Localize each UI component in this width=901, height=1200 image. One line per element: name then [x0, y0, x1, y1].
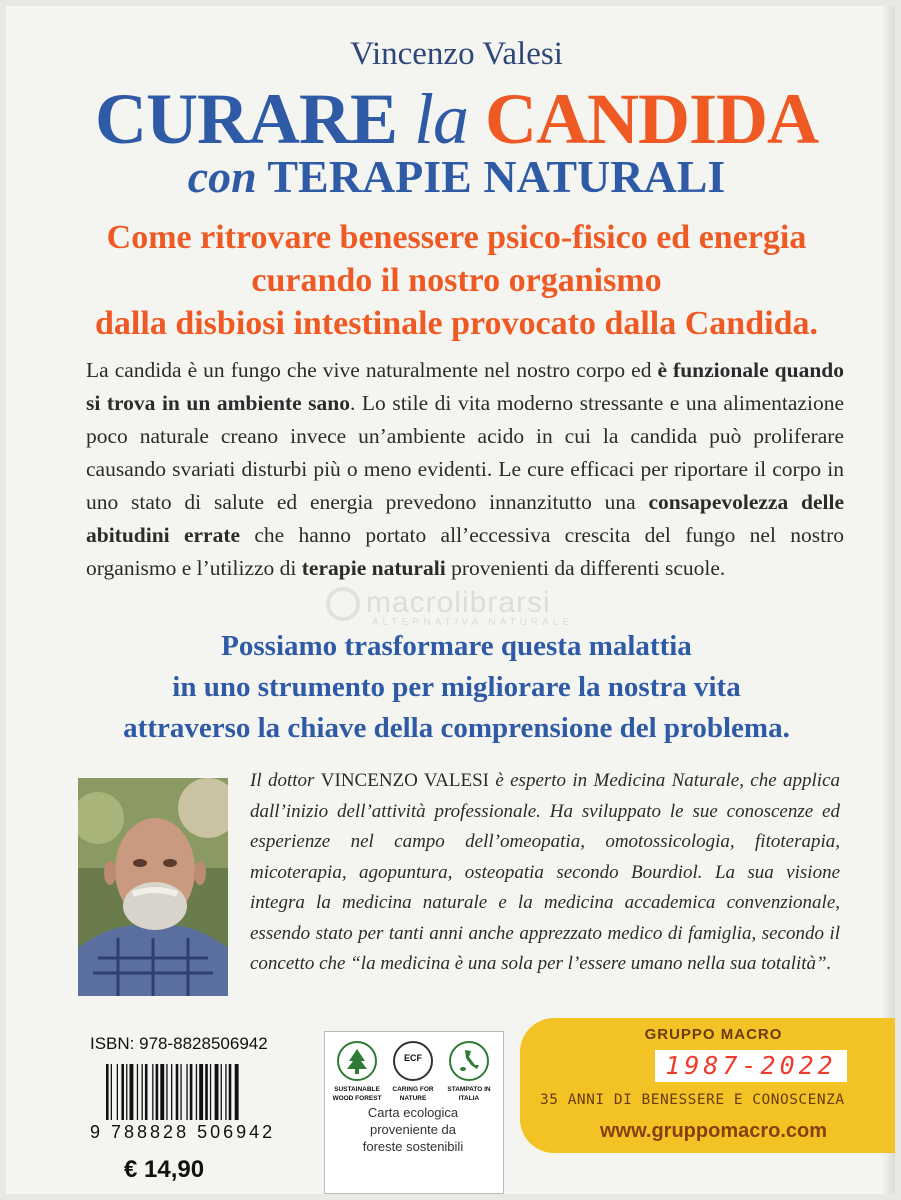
bio-text: è esperto in Medicina Naturale, che applica dall’inizio dell’attività professionale. Ha sviluppato le sue conoscenze ed esperienze nel campo dell’omeopatia, omotossicologia, fitoterapia, micoterapia, agopuntura, osteopatia secondo Bourdiol. La sua visione integra la medicina naturale e la medicina accademica convenzionale, essendo stato per tanti anni anche apprezzato medico di famiglia, secondo il concetto che “la medicina è una sola per l’essere umano nella sua totalità”. [250, 770, 841, 974]
ecf-mark: ECF [404, 1053, 422, 1063]
author-name: Vincenzo Valesi [350, 36, 563, 72]
cert-label: STAMPATO IN ITALIA [447, 1086, 491, 1102]
book-subtitle [6, 150, 901, 203]
promise-line: attraverso la chiave della comprensione del problema. [123, 712, 790, 744]
description-text: provenienti da differenti scuole. [445, 556, 726, 580]
price: € 14,90 [124, 1156, 205, 1183]
publisher-promo-banner [520, 1018, 901, 1153]
ecf-icon [393, 1041, 433, 1081]
cert-caption-line: proveniente da [369, 1122, 456, 1137]
watermark-logo [326, 586, 573, 628]
cert-caption-line: Carta ecologica [367, 1105, 459, 1120]
italy-map-icon [449, 1041, 489, 1081]
promise-line: Possiamo trasformare questa malattia [221, 630, 692, 662]
author-bio [250, 766, 840, 980]
watermark-sub: ALTERNATIVA NATURALE [372, 617, 573, 629]
subtitle-rest: TERAPIE NATURALI [267, 151, 726, 202]
tagline [6, 216, 901, 345]
tree-icon [337, 1041, 377, 1081]
description-paragraph [86, 354, 844, 585]
cert-caption [324, 1104, 502, 1155]
cert-label: CARING FOR NATURE [392, 1086, 434, 1102]
promise-statement [6, 626, 901, 749]
description-text: che hanno portato all’eccessiva crescita del fungo nel nostro organismo e l’utilizzo di [86, 523, 844, 580]
publisher-url[interactable]: www.gruppomacro.com [599, 1120, 828, 1142]
bio-text: Il dottor [250, 770, 321, 791]
watermark-ring-icon [326, 587, 360, 621]
tagline-line: Come ritrovare benessere psico-fisico ed energia [106, 219, 807, 256]
description-bold: è funzionale quando si trova in un ambiente sano [86, 358, 844, 415]
title-word-curare: CURARE [94, 79, 397, 159]
watermark-brand: macrolibrarsi [366, 586, 551, 619]
description-bold: terapie naturali [301, 556, 446, 580]
title-word-la: la [414, 79, 469, 159]
anniversary-years: 1987-2022 [655, 1050, 847, 1082]
isbn-label: ISBN: 978-8828506942 [90, 1034, 268, 1053]
bio-author-name: VINCENZO VALESI [320, 770, 489, 791]
cert-caring-nature [387, 1041, 439, 1103]
author-photo [78, 778, 228, 996]
cert-label: SUSTAINABLE WOOD FOREST [332, 1086, 382, 1102]
promise-line: in uno strumento per migliorare la nostra vita [172, 671, 741, 703]
description-bold: consapevolezza delle abitudini errate [86, 490, 844, 547]
title-word-candida: CANDIDA [485, 79, 819, 159]
tagline-line: curando il nostro organismo [251, 262, 662, 299]
cert-sustainable-wood [331, 1041, 383, 1103]
tagline-line: dalla disbiosi intestinale provocato dalla Candida. [95, 305, 818, 342]
book-title [6, 80, 901, 158]
barcode-number: 9 788828 506942 [90, 1122, 276, 1142]
anniversary-text: 35 ANNI DI BENESSERE E CONOSCENZA [540, 1092, 845, 1108]
cert-stampato-italia [443, 1041, 495, 1103]
subtitle-con: con [187, 151, 257, 202]
description-text: . Lo stile di vita moderno stressante e una alimentazione poco naturale creano invece un’ambiente acido in cui la candida può proliferare causando svariati disturbi più o meno evidenti. Le cure efficaci per riportare il corpo in uno stato di salute ed energia prevedono innanzitutto una [86, 391, 844, 514]
cert-caption-line: foreste sostenibili [362, 1139, 464, 1154]
description-text: La candida è un fungo che vive naturalmente nel nostro corpo ed [86, 358, 658, 382]
barcode [106, 1064, 296, 1126]
publisher-name: GRUPPO MACRO [644, 1026, 783, 1043]
